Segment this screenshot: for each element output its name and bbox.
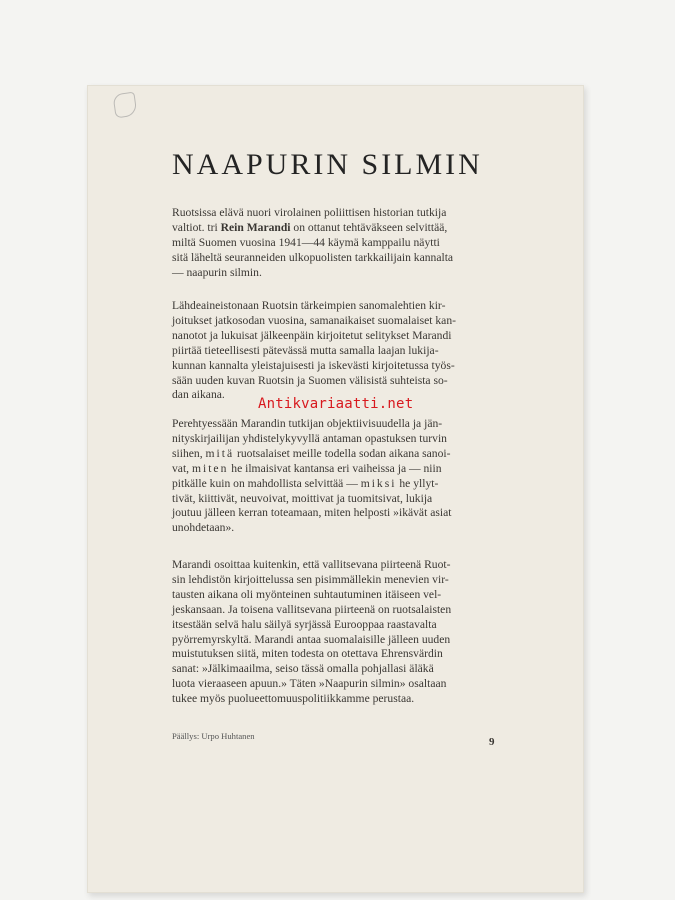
text-line: joutuu jälleen kerran toteamaan, miten helposti »ikävät asiat [172,506,452,520]
text-line: dan aikana. [172,388,225,402]
text-line: tausten aikana oli myönteinen suhtautuminen itäiseen vel- [172,587,442,601]
text-line: sitä läheltä seuranneiden ulkopuolisten tarkkailijain kannalta [172,250,454,264]
paragraph-2 [172,299,498,403]
text-fragment: siihen, [172,446,206,460]
text-line: — naapurin silmin. [172,265,262,279]
text-line: Ruotsissa elävä nuori virolainen poliittisen historian tutkija [172,206,447,219]
text-line: luota vieraaseen apuun.» Täten »Naapurin silmin» osaltaan [172,677,447,691]
text-line: Marandi osoittaa kuitenkin, että vallitsevana piirteenä Ruot- [172,558,451,571]
text-line: kunnan kannalta yleistajuisesti ja iskevästi kirjoitetussa työs- [172,358,455,372]
book-title: NAAPURIN SILMIN [172,148,483,181]
text-line [172,462,498,477]
text-fragment: valtiot. tri [172,220,221,234]
text-line: sin lehdistön kirjoittelussa sen pisimmällekin menevien vir- [172,572,449,586]
text-fragment: on ottanut tehtäväkseen selvittää, [290,220,448,234]
text-line: itsestään selvä halu säilyä syrjässä Eurooppaa raastavalta [172,617,437,631]
emphasis-word: miten [191,461,229,475]
text-fragment: he yllyt- [396,476,439,490]
text-line [172,477,498,492]
text-line: nanotot ja lukuisat jälkeenpäin kirjoitetut selitykset Marandi [172,328,452,342]
text-line: tukee myös puolueettomuuspolitiikkamme perustaa. [172,692,415,706]
emphasis-word: miksi [360,476,397,490]
text-line: Perehtyessään Marandin tutkijan objektiivisuudella ja jän- [172,417,443,430]
paragraph-3 [172,417,498,536]
text-fragment: he ilmaisivat kantansa eri vaiheissa ja — niin [228,461,442,475]
text-fragment: ruotsalaiset meille todella sodan aikana sanoi- [234,446,451,460]
text-line: joitukset jatkosodan vuosina, samanaikaiset suomalaiset kan- [172,313,456,327]
cover-credit: Päällys: Urpo Huhtanen [172,731,255,741]
text-line: piirtää tieteellisesti pätevässä mutta samalla laajan lukija- [172,343,439,357]
text-line: sanat: »Jälkimaailma, seiso tässä omalla pohjallasi äläkä [172,662,434,676]
text-line: jeskansaan. Ja toisena vallitsevana piirteenä on ruotsalaisten [172,602,452,616]
text-fragment: vat, [172,461,192,475]
watermark-text: Antikvariaatti.net [258,396,414,412]
text-line [172,221,498,236]
paragraph-4 [172,558,498,707]
text-line: Lähdeaineistonaan Ruotsin tärkeimpien sanomalehtien kir- [172,299,446,312]
author-name: Rein Marandi [220,220,291,234]
text-line: sään uuden kuvan Ruotsin ja Suomen välisistä suhteista so- [172,373,448,387]
paragraph-1 [172,206,498,281]
emphasis-word: mitä [205,446,235,460]
text-line: muistutuksen siitä, miten todesta on otettava Ehrensvärdin [172,647,443,661]
text-fragment: pitkälle kuin on mahdollista selvittää — [172,476,361,490]
text-line [172,447,498,462]
text-line: tivät, kiittivät, neuvoivat, moittivat ja tuomitsivat, lukija [172,491,433,505]
text-line: pyörremyrskyltä. Marandi antaa suomalaisille jälleen uuden [172,632,451,646]
text-line: miltä Suomen vuosina 1941—44 käymä kamppailu näytti [172,235,440,249]
text-line: nityskirjailijan yhdistelykyvyllä antaman opastuksen turvin [172,431,447,445]
page-number: 9 [489,736,495,748]
text-line: unohdetaan». [172,521,235,535]
